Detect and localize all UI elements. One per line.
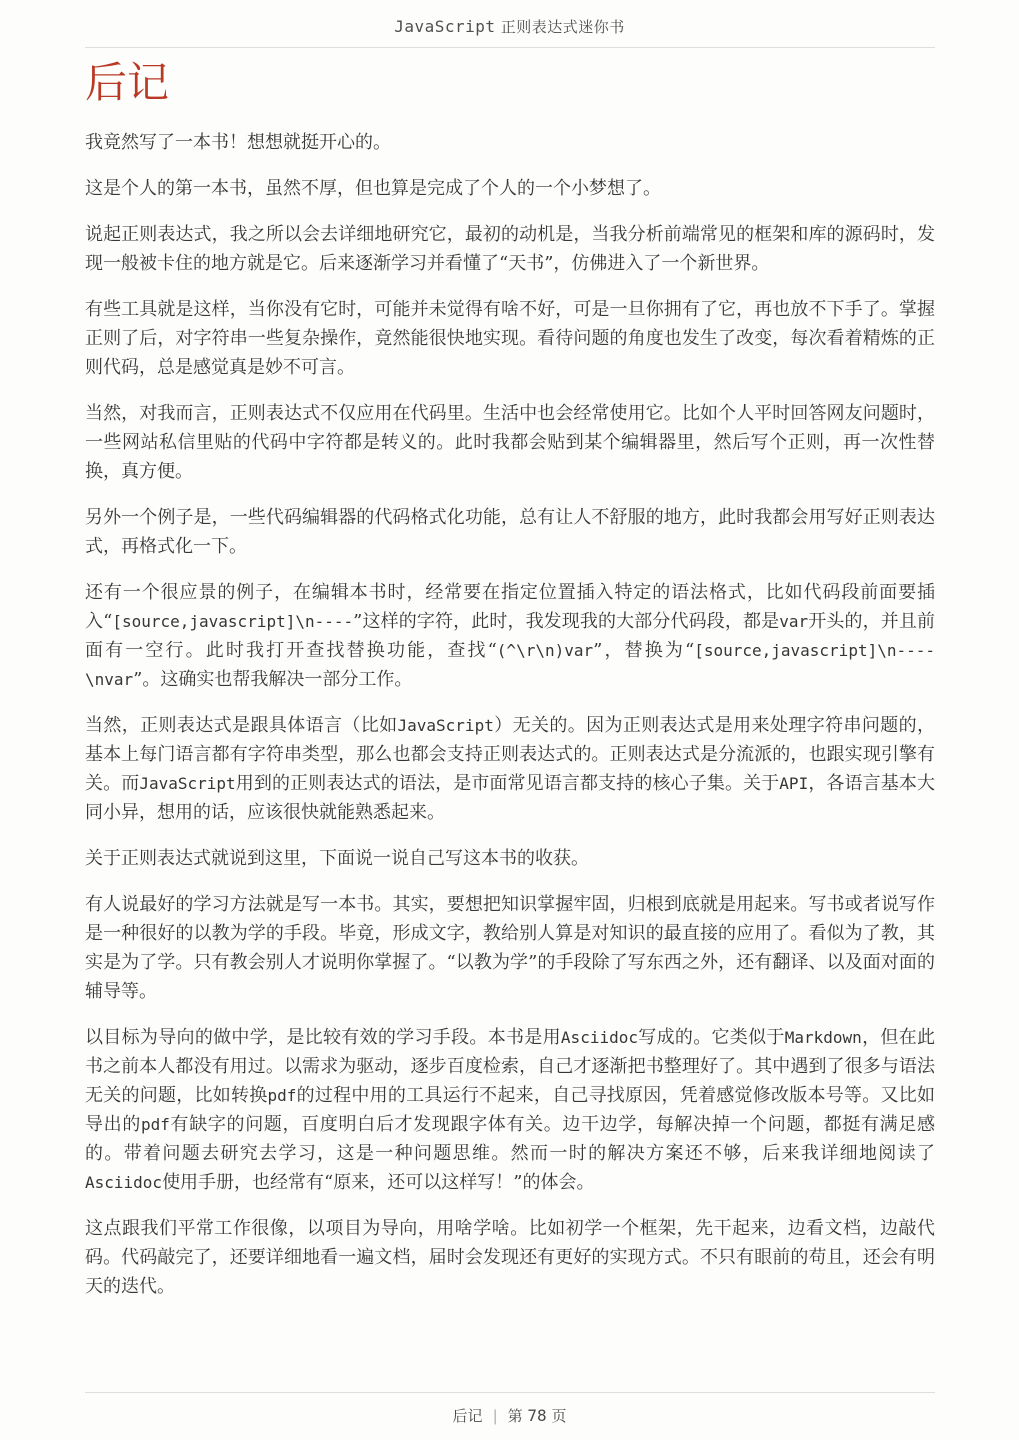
- text-run: 我竟然写了一本书！想想就挺开心的。: [85, 132, 391, 154]
- inline-code: 78: [527, 1406, 547, 1425]
- text-run: ”。这确实也帮我解决一部分工作。: [133, 669, 413, 691]
- paragraph: [85, 174, 935, 203]
- text-run: 还有一个很应景的例子，在编辑本书时，经常要在指定位置插入特定的语法格式，比如代码段前面要插入“: [85, 582, 935, 633]
- text-run: 用到的正则表达式的语法，是市面常见语言都支持的核心子集。关于: [235, 773, 780, 795]
- paragraph: [85, 503, 935, 561]
- text-run: 有些工具就是这样，当你没有它时，可能并未觉得有啥不好，可是一旦你拥有了它，再也放不下手了。掌握正则了后，对字符串一些复杂操作，竟然能很快地实现。看待问题的角度也发生了改变，每次看着精炼的正则代码，总是感觉真是妙不可言。: [85, 299, 935, 379]
- text-run: 当然，正则表达式是跟具体语言（比如: [85, 715, 398, 737]
- paragraph: [85, 128, 935, 157]
- inline-code: JavaScript: [394, 17, 496, 36]
- footer-separator: |: [492, 1407, 498, 1425]
- footer-text: [0, 1405, 1019, 1426]
- text-run: 说起正则表达式，我之所以会去详细地研究它，最初的动机是，当我分析前端常见的框架和库的源码时，发现一般被卡住的地方就是它。后来逐渐学习并看懂了“天书”，仿佛进入了一个新世界。: [85, 224, 935, 275]
- text-run: 这点跟我们平常工作很像，以项目为导向，用啥学啥。比如初学一个框架，先干起来，边看文档，边敲代码。代码敲完了，还要详细地看一遍文档，届时会发现还有更好的实现方式。不只有眼前的苟且，还会有明天的迭代。: [85, 1218, 935, 1298]
- paragraph: [85, 711, 935, 827]
- inline-code: [source,javascript]\n----: [112, 612, 354, 632]
- inline-code: JavaScript: [139, 774, 236, 794]
- paragraph: [85, 1023, 935, 1197]
- footer-chapter-label: 后记: [452, 1407, 483, 1425]
- inline-code: Asciidoc: [85, 1173, 163, 1193]
- text-run: 页: [546, 1407, 567, 1425]
- text-run: 写成的。它类似于: [637, 1027, 785, 1049]
- inline-code: JavaScript: [397, 716, 494, 736]
- paragraph: [85, 220, 935, 278]
- text-run: 使用手册，也经常有“原来，还可以这样写！”的体会。: [162, 1172, 595, 1194]
- text-run: 这是个人的第一本书，虽然不厚，但也算是完成了个人的一个小梦想了。: [85, 178, 661, 200]
- footer-page-number: [508, 1407, 567, 1425]
- text-run: 开头的，并且前面有一空行。此时我打开查找替换功能，查找“: [85, 611, 936, 662]
- text-run: 另外一个例子是，一些代码编辑器的代码格式化功能，总有让人不舒服的地方，此时我都会用写好正则表达式，再格式化一下。: [85, 507, 935, 558]
- text-run: ，各语言基本大同小异，想用的话，应该很快就能熟悉起来。: [85, 773, 936, 824]
- running-header-title: [0, 16, 1019, 38]
- text-run: 有缺字的问题，百度明白后才发现跟字体有关。边干边学，每解决掉一个问题，都挺有满足感的。带着问题去研究去学习，这是一种问题思维。然而一时的解决方案还不够，后来我详细地阅读了: [85, 1114, 935, 1165]
- text-run: 当然，对我而言，正则表达式不仅应用在代码里。生活中也会经常使用它。比如个人平时回答网友问题时，一些网站私信里贴的代码中字符都是转义的。此时我都会贴到某个编辑器里，然后写个正则，再一次性替换，真方便。: [85, 403, 935, 483]
- inline-code: API: [779, 774, 809, 794]
- chapter-heading: 后记: [85, 58, 170, 107]
- text-run: ，但在此书之前本人都没有用过。以需求为驱动，逐步百度检索，自己才逐渐把书整理好了。其中遇到了很多与语法无关的问题，比如转换: [85, 1027, 936, 1107]
- page-footer: [0, 1383, 1019, 1426]
- inline-code: Asciidoc: [560, 1028, 638, 1048]
- text-run: ”这样的字符，此时，我发现我的大部分代码段，都是: [353, 611, 780, 633]
- paragraph: [85, 890, 935, 1006]
- inline-code: (^\r\n)var: [496, 641, 594, 661]
- text-run: ”，替换为“: [593, 640, 695, 662]
- paragraph: [85, 399, 935, 486]
- inline-code: var: [779, 612, 809, 632]
- inline-code: Markdown: [784, 1028, 862, 1048]
- text-run: 正则表达式迷你书: [495, 18, 625, 36]
- inline-code: [source,javascript]\n----\nvar: [85, 641, 936, 690]
- text-run: 关于正则表达式就说到这里，下面说一说自己写这本书的收获。: [85, 848, 589, 870]
- paragraph: [85, 295, 935, 382]
- text-run: 第: [507, 1407, 528, 1425]
- text-run: 以目标为导向的做中学，是比较有效的学习手段。本书是用: [85, 1027, 561, 1049]
- footer-rule: [85, 1392, 935, 1393]
- text-run: ）无关的。因为正则表达式是用来处理字符串问题的，基本上每门语言都有字符串类型，那么也都会支持正则表达式的。正则表达式是分流派的，也跟实现引擎有关。而: [85, 715, 935, 795]
- text-run: 有人说最好的学习方法就是写一本书。其实，要想把知识掌握牢固，归根到底就是用起来。写书或者说写作是一种很好的以教为学的手段。毕竟，形成文字，教给别人算是对知识的最直接的应用了。看似为了教，其实是为了学。只有教会别人才说明你掌握了。“以教为学”的手段除了写东西之外，还有翻译、以及面对面的辅导等。: [85, 894, 935, 1003]
- text-run: 的过程中用的工具运行不起来，自己寻找原因，凭着感觉修改版本号等。又比如导出的: [85, 1085, 935, 1136]
- inline-code: pdf: [267, 1086, 297, 1106]
- paragraph: [85, 1214, 935, 1301]
- paragraph: [85, 844, 935, 873]
- page-header: [0, 0, 1019, 48]
- inline-code: pdf: [140, 1115, 170, 1135]
- chapter-content: [85, 128, 935, 1301]
- paragraph: [85, 578, 935, 694]
- header-rule: [85, 47, 935, 48]
